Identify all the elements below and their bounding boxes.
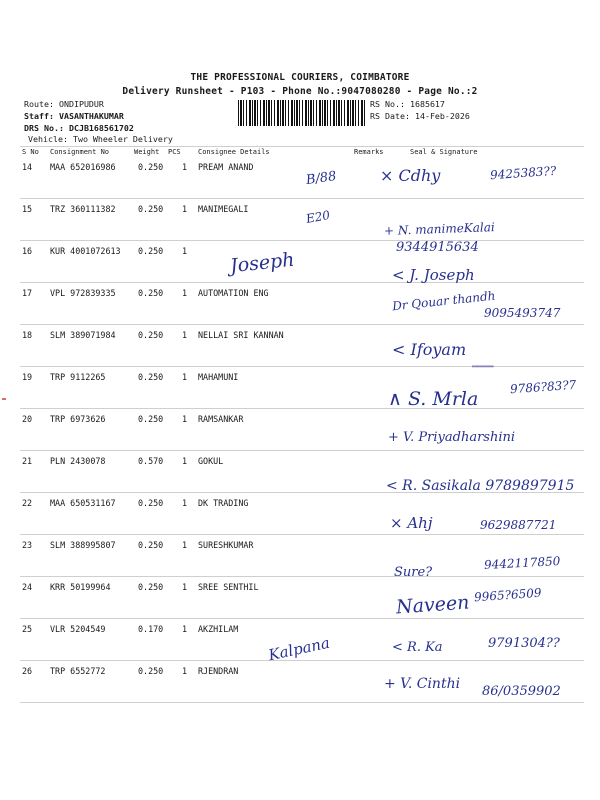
col-remarks: Remarks [354, 148, 384, 156]
row-pcs: 1 [182, 288, 188, 298]
row-consignment-no: TRP 6973626 [50, 414, 106, 424]
row-consignee: MANIMEGALI [198, 204, 249, 214]
handwritten-phone: 9965?6509 [473, 585, 542, 605]
handwritten-signature: Naveen [395, 591, 471, 619]
row-sno: 23 [22, 540, 33, 550]
handwritten-phone: 9344915634 [396, 240, 479, 255]
row-pcs: 1 [182, 456, 188, 466]
barcode [238, 100, 366, 126]
handwritten-signature: + N. manimeKalai [383, 220, 495, 238]
row-consignment-no: VPL 972839335 [50, 288, 116, 298]
row-divider [20, 198, 584, 199]
col-seal-signature: Seal & Signature [410, 148, 478, 156]
company-name: THE PROFESSIONAL COURIERS, COIMBATORE [190, 72, 410, 83]
row-divider [20, 450, 584, 451]
route-label: Route: ONDIPUDUR [24, 99, 104, 109]
row-sno: 19 [22, 372, 33, 382]
col-consignment: Consignment No [50, 148, 110, 156]
handwritten-signature: < Ifoyam [392, 340, 467, 359]
col-sno: S No [22, 148, 39, 156]
row-divider [20, 534, 584, 535]
handwritten-signature: + V. Cinthi [384, 676, 461, 692]
row-weight: 0.170 [138, 624, 164, 634]
row-consignment-no: SLM 389071984 [50, 330, 116, 340]
row-pcs: 1 [182, 372, 188, 382]
row-consignment-no: PLN 2430078 [50, 456, 106, 466]
row-divider [20, 408, 584, 409]
handwritten-note: E20 [304, 208, 332, 226]
staff-label: Staff: VASANTHAKUMAR [24, 111, 124, 121]
row-consignee: AKZHILAM [198, 624, 239, 634]
row-weight: 0.250 [138, 666, 164, 676]
row-sno: 21 [22, 456, 33, 466]
row-sno: 24 [22, 582, 33, 592]
row-weight: 0.250 [138, 540, 164, 550]
row-consignment-no: SLM 388995807 [50, 540, 116, 550]
row-consignee: AUTOMATION ENG [198, 288, 269, 298]
row-consignee: DK TRADING [198, 498, 249, 508]
handwritten-note: Kalpana [266, 633, 332, 665]
row-weight: 0.570 [138, 456, 164, 466]
row-pcs: 1 [182, 204, 188, 214]
handwritten-signature: < J. Joseph [392, 266, 475, 284]
row-divider [20, 366, 584, 367]
handwritten-phone: 9442117850 [483, 554, 561, 572]
row-sno: 16 [22, 246, 33, 256]
handwritten-signature: < R. Ka [392, 640, 443, 655]
handwritten-signature: × Ahj [390, 514, 433, 532]
row-divider [20, 618, 584, 619]
row-consignment-no: KUR 4001072613 [50, 246, 121, 256]
row-consignment-no: MAA 652016986 [50, 162, 116, 172]
row-consignee: PREAM ANAND [198, 162, 254, 172]
col-pcs: PCS [168, 148, 181, 156]
row-pcs: 1 [182, 540, 188, 550]
row-divider [20, 702, 584, 703]
handwritten-signature: + V. Priyadharshini [388, 430, 516, 445]
row-divider [20, 324, 584, 325]
handwritten-signature: ∧ S. Mrla [388, 388, 479, 410]
edge-mark [2, 398, 6, 400]
row-pcs: 1 [182, 414, 188, 424]
row-pcs: 1 [182, 330, 188, 340]
stamp-mark: ▬▬▬▬▬▬ [472, 363, 494, 370]
row-sno: 22 [22, 498, 33, 508]
row-pcs: 1 [182, 498, 188, 508]
row-consignment-no: VLR 5204549 [50, 624, 106, 634]
row-consignee: SREE SENTHIL [198, 582, 259, 592]
row-sno: 17 [22, 288, 33, 298]
row-sno: 14 [22, 162, 33, 172]
row-pcs: 1 [182, 162, 188, 172]
row-pcs: 1 [182, 582, 188, 592]
row-consignee: MAHAMUNI [198, 372, 239, 382]
row-consignee: NELLAI SRI KANNAN [198, 330, 284, 340]
row-divider [20, 240, 584, 241]
row-weight: 0.250 [138, 582, 164, 592]
row-weight: 0.250 [138, 498, 164, 508]
row-consignment-no: TRP 9112265 [50, 372, 106, 382]
drs-number: DRS No.: DCJB168561702 [24, 123, 134, 133]
row-consignee: SURESHKUMAR [198, 540, 254, 550]
handwritten-note: B/88 [305, 168, 338, 189]
header-divider [20, 146, 584, 147]
row-divider [20, 576, 584, 577]
rs-number: RS No.: 1685617 [370, 99, 445, 109]
col-consignee: Consignee Details [198, 148, 270, 156]
handwritten-phone: 9791304?? [488, 636, 560, 651]
handwritten-phone: 9786?83?7 [509, 377, 577, 397]
row-weight: 0.250 [138, 246, 164, 256]
row-pcs: 1 [182, 246, 188, 256]
rs-date: RS Date: 14-Feb-2026 [370, 111, 470, 121]
vehicle-label: Vehicle: Two Wheeler Delivery [28, 134, 173, 144]
row-consignment-no: TRZ 360111382 [50, 204, 116, 214]
row-sno: 26 [22, 666, 33, 676]
row-consignment-no: TRP 6552772 [50, 666, 106, 676]
col-weight: Weight [134, 148, 160, 156]
handwritten-signature: × Cdhy [380, 166, 441, 185]
row-consignment-no: KRR 50199964 [50, 582, 111, 592]
row-weight: 0.250 [138, 372, 164, 382]
row-weight: 0.250 [138, 162, 164, 172]
row-weight: 0.250 [138, 288, 164, 298]
row-consignee: GOKUL [198, 456, 224, 466]
row-sno: 18 [22, 330, 33, 340]
runsheet-title: Delivery Runsheet - P103 - Phone No.:9047080280 - Page No.:2 [122, 86, 478, 97]
handwritten-signature: Sure? [394, 565, 433, 580]
row-weight: 0.250 [138, 204, 164, 214]
handwritten-phone: 9629887721 [480, 518, 557, 532]
row-weight: 0.250 [138, 330, 164, 340]
row-pcs: 1 [182, 666, 188, 676]
handwritten-phone: 9425383?? [489, 163, 557, 183]
row-sno: 25 [22, 624, 33, 634]
row-divider [20, 282, 584, 283]
row-divider [20, 660, 584, 661]
row-consignment-no: MAA 650531167 [50, 498, 116, 508]
handwritten-phone: 9095493747 [484, 306, 561, 320]
row-sno: 15 [22, 204, 33, 214]
handwritten-name: Joseph [229, 248, 296, 278]
handwritten-signature: < R. Sasikala 9789897915 [386, 478, 575, 494]
row-sno: 20 [22, 414, 33, 424]
handwritten-phone: 86/0359902 [482, 684, 561, 699]
handwritten-name: Dr Qouar thandh [391, 288, 496, 314]
row-pcs: 1 [182, 624, 188, 634]
row-consignee: RJENDRAN [198, 666, 239, 676]
row-weight: 0.250 [138, 414, 164, 424]
row-consignee: RAMSANKAR [198, 414, 244, 424]
